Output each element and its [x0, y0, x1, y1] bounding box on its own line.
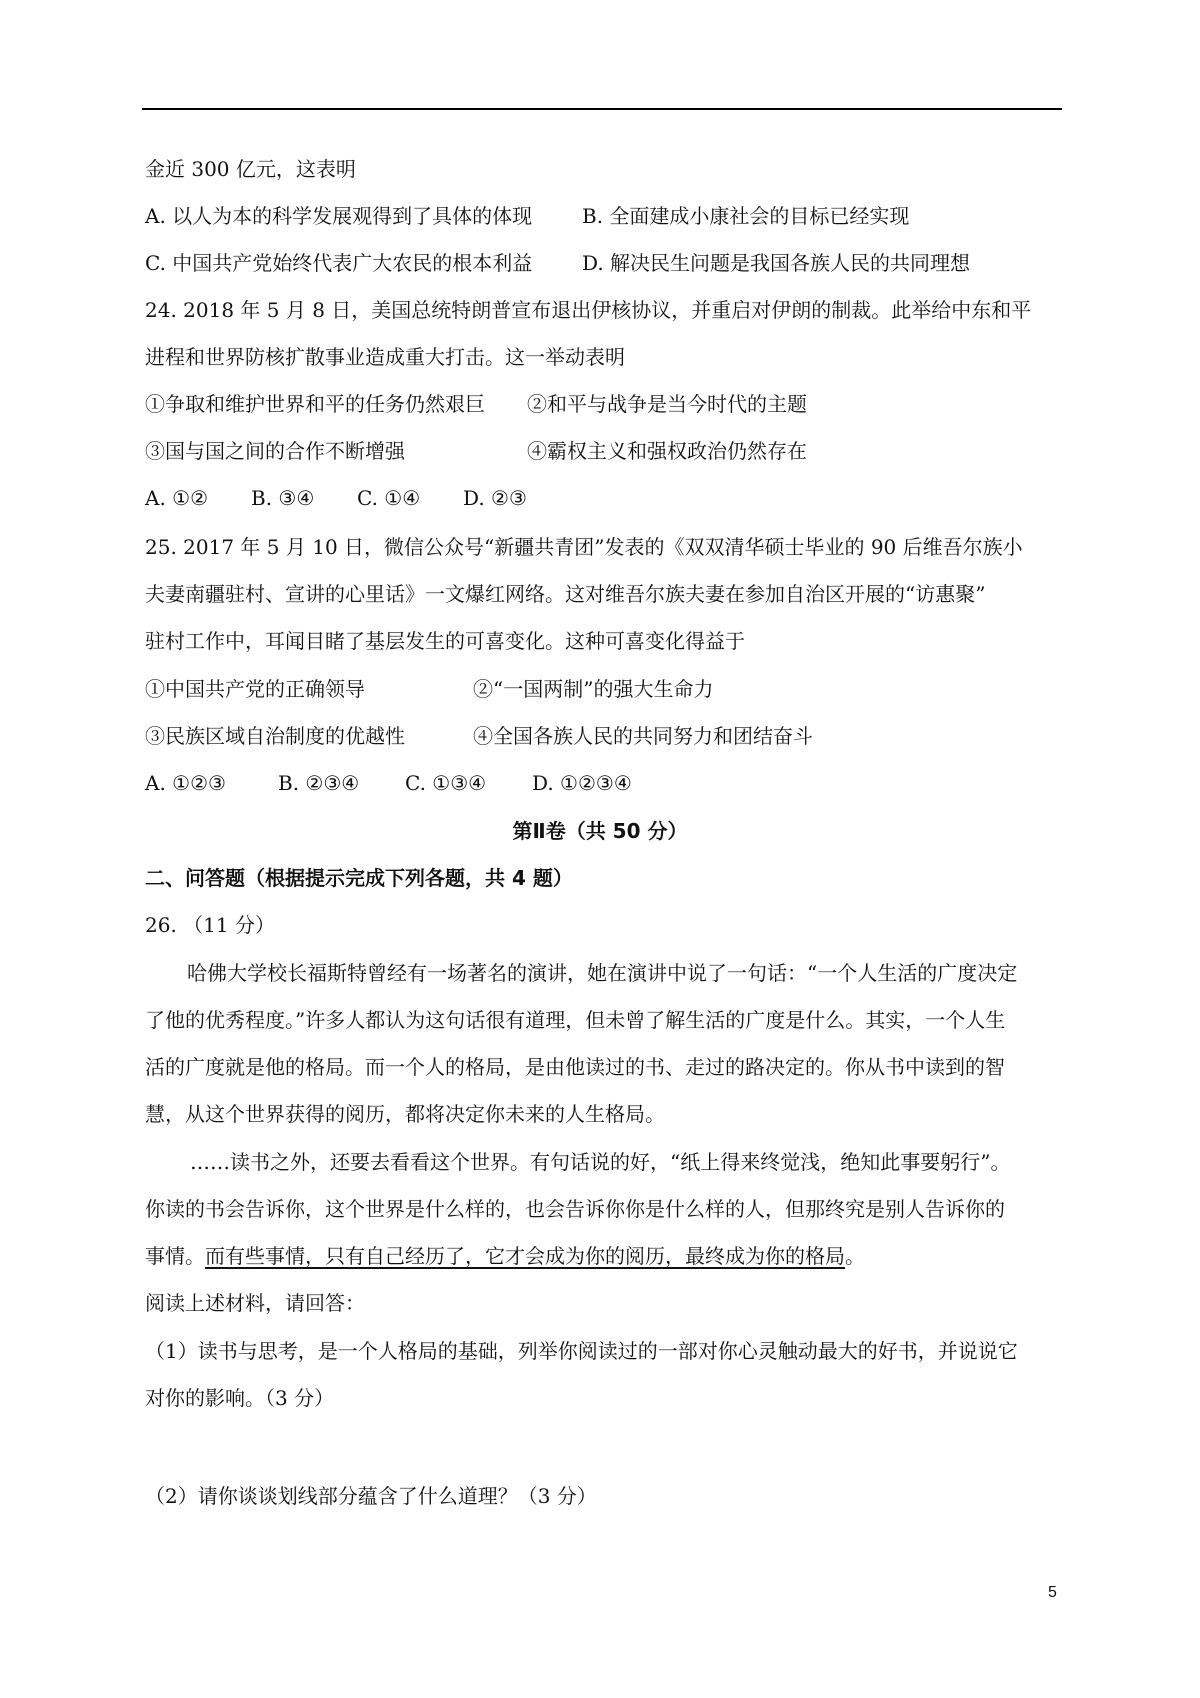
q23-options-row2 [145, 251, 970, 275]
q23-options-row1 [145, 204, 909, 228]
q24-choice-b: B. ③④ [251, 486, 315, 510]
q25-choice-b: B. ②③④ [278, 771, 360, 795]
q26-para1-line3: 活的广度就是他的格局。而一个人的格局，是由他读过的书、走过的路决定的。你从书中读到的智 [145, 1055, 1005, 1079]
q24-stem-line2: 进程和世界防核扩散事业造成重大打击。这一举动表明 [145, 345, 625, 369]
q26-underlined-sentence: 而有些事情，只有自己经历了，它才会成为你的阅历，最终成为你的格局 [205, 1244, 845, 1268]
q23-stem-tail: 金近 300 亿元，这表明 [145, 157, 356, 181]
part2-title: 第Ⅱ卷（共 50 分） [512, 819, 688, 843]
q24-statement-2: ②和平与战争是当今时代的主题 [527, 392, 807, 416]
q26-prompt: 阅读上述材料，请回答： [145, 1291, 365, 1315]
q25-choices [145, 771, 632, 795]
q25-stem-line1: 25. 2017 年 5 月 10 日，微信公众号“新疆共青团”发表的《双双清华硕士毕业的 90 后维吾尔族小 [145, 535, 1023, 559]
q24-statement-3: ③国与国之间的合作不断增强 [145, 439, 405, 463]
q24-choice-d: D. ②③ [463, 486, 527, 510]
q24-choices [145, 486, 527, 510]
q25-choice-d: D. ①②③④ [532, 771, 632, 795]
q24-statement-4: ④霸权主义和强权政治仍然存在 [527, 439, 807, 463]
q24-choice-c: C. ①④ [357, 486, 421, 510]
q23-option-a: A. 以人为本的科学发展观得到了具体的体现 [145, 204, 533, 228]
q24-statement-1: ①争取和维护世界和平的任务仍然艰巨 [145, 392, 485, 416]
q23-option-c: C. 中国共产党始终代表广大农民的根本利益 [145, 251, 533, 275]
section-heading: 二、问答题（根据提示完成下列各题，共 4 题） [145, 866, 573, 890]
q25-statement-2: ②“一国两制”的强大生命力 [473, 677, 714, 701]
q25-statement-4: ④全国各族人民的共同努力和团结奋斗 [473, 724, 813, 748]
q23-option-d: D. 解决民生问题是我国各族人民的共同理想 [582, 251, 971, 275]
header-rule [142, 108, 1062, 110]
q25-stem-line2: 夫妻南疆驻村、宣讲的心里话》一文爆红网络。这对维吾尔族夫妻在参加自治区开展的“访惠聚” [145, 582, 986, 606]
q26-para2-line2: 你读的书会告诉你，这个世界是什么样的，也会告诉你你是什么样的人，但那终究是别人告诉你的 [145, 1197, 1005, 1221]
q26-para2-line1: ……读书之外，还要去看看这个世界。有句话说的好，“纸上得来终觉浅，绝知此事要躬行”。 [190, 1150, 1011, 1174]
q26-para1-line1: 哈佛大学校长福斯特曾经有一场著名的演讲，她在演讲中说了一句话：“一个人生活的广度决定 [187, 961, 1018, 985]
q26-para1-line4: 慧，从这个世界获得的阅历，都将决定你未来的人生格局。 [145, 1102, 665, 1126]
q23-option-b: B. 全面建成小康社会的目标已经实现 [582, 204, 910, 228]
q26-sub2: （2）请你谈谈划线部分蕴含了什么道理？（3 分） [145, 1484, 597, 1508]
q25-choice-a: A. ①②③ [145, 771, 226, 795]
q26-para2-line3-end: 。 [845, 1244, 865, 1268]
q26-heading: 26. （11 分） [145, 913, 275, 937]
q26-sub1-line1: （1）读书与思考，是一个人格局的基础，列举你阅读过的一部对你心灵触动最大的好书，并说说它 [145, 1339, 1018, 1363]
q25-statement-3: ③民族区域自治制度的优越性 [145, 724, 405, 748]
q25-statements-row2 [145, 724, 813, 748]
page-number: 5 [1048, 1584, 1057, 1601]
q26-para2-line3-start: 事情。 [145, 1244, 205, 1268]
q26-sub1-line2: 对你的影响。（3 分） [145, 1386, 335, 1410]
q25-statement-1: ①中国共产党的正确领导 [145, 677, 365, 701]
q25-stem-line3: 驻村工作中，耳闻目睹了基层发生的可喜变化。这种可喜变化得益于 [145, 629, 745, 653]
q26-para1-line2: 了他的优秀程度。”许多人都认为这句话很有道理，但未曾了解生活的广度是什么。其实，一个人生 [145, 1008, 1006, 1032]
q24-choice-a: A. ①② [145, 486, 209, 510]
q24-statements-row1 [145, 392, 807, 416]
q25-choice-c: C. ①③④ [405, 771, 487, 795]
q26-para2-line3 [145, 1244, 865, 1268]
q24-statements-row2 [145, 439, 807, 463]
q24-stem-line1: 24. 2018 年 5 月 8 日，美国总统特朗普宣布退出伊核协议，并重启对伊朗的制裁。此举给中东和平 [145, 298, 1032, 322]
q25-statements-row1 [145, 677, 713, 701]
